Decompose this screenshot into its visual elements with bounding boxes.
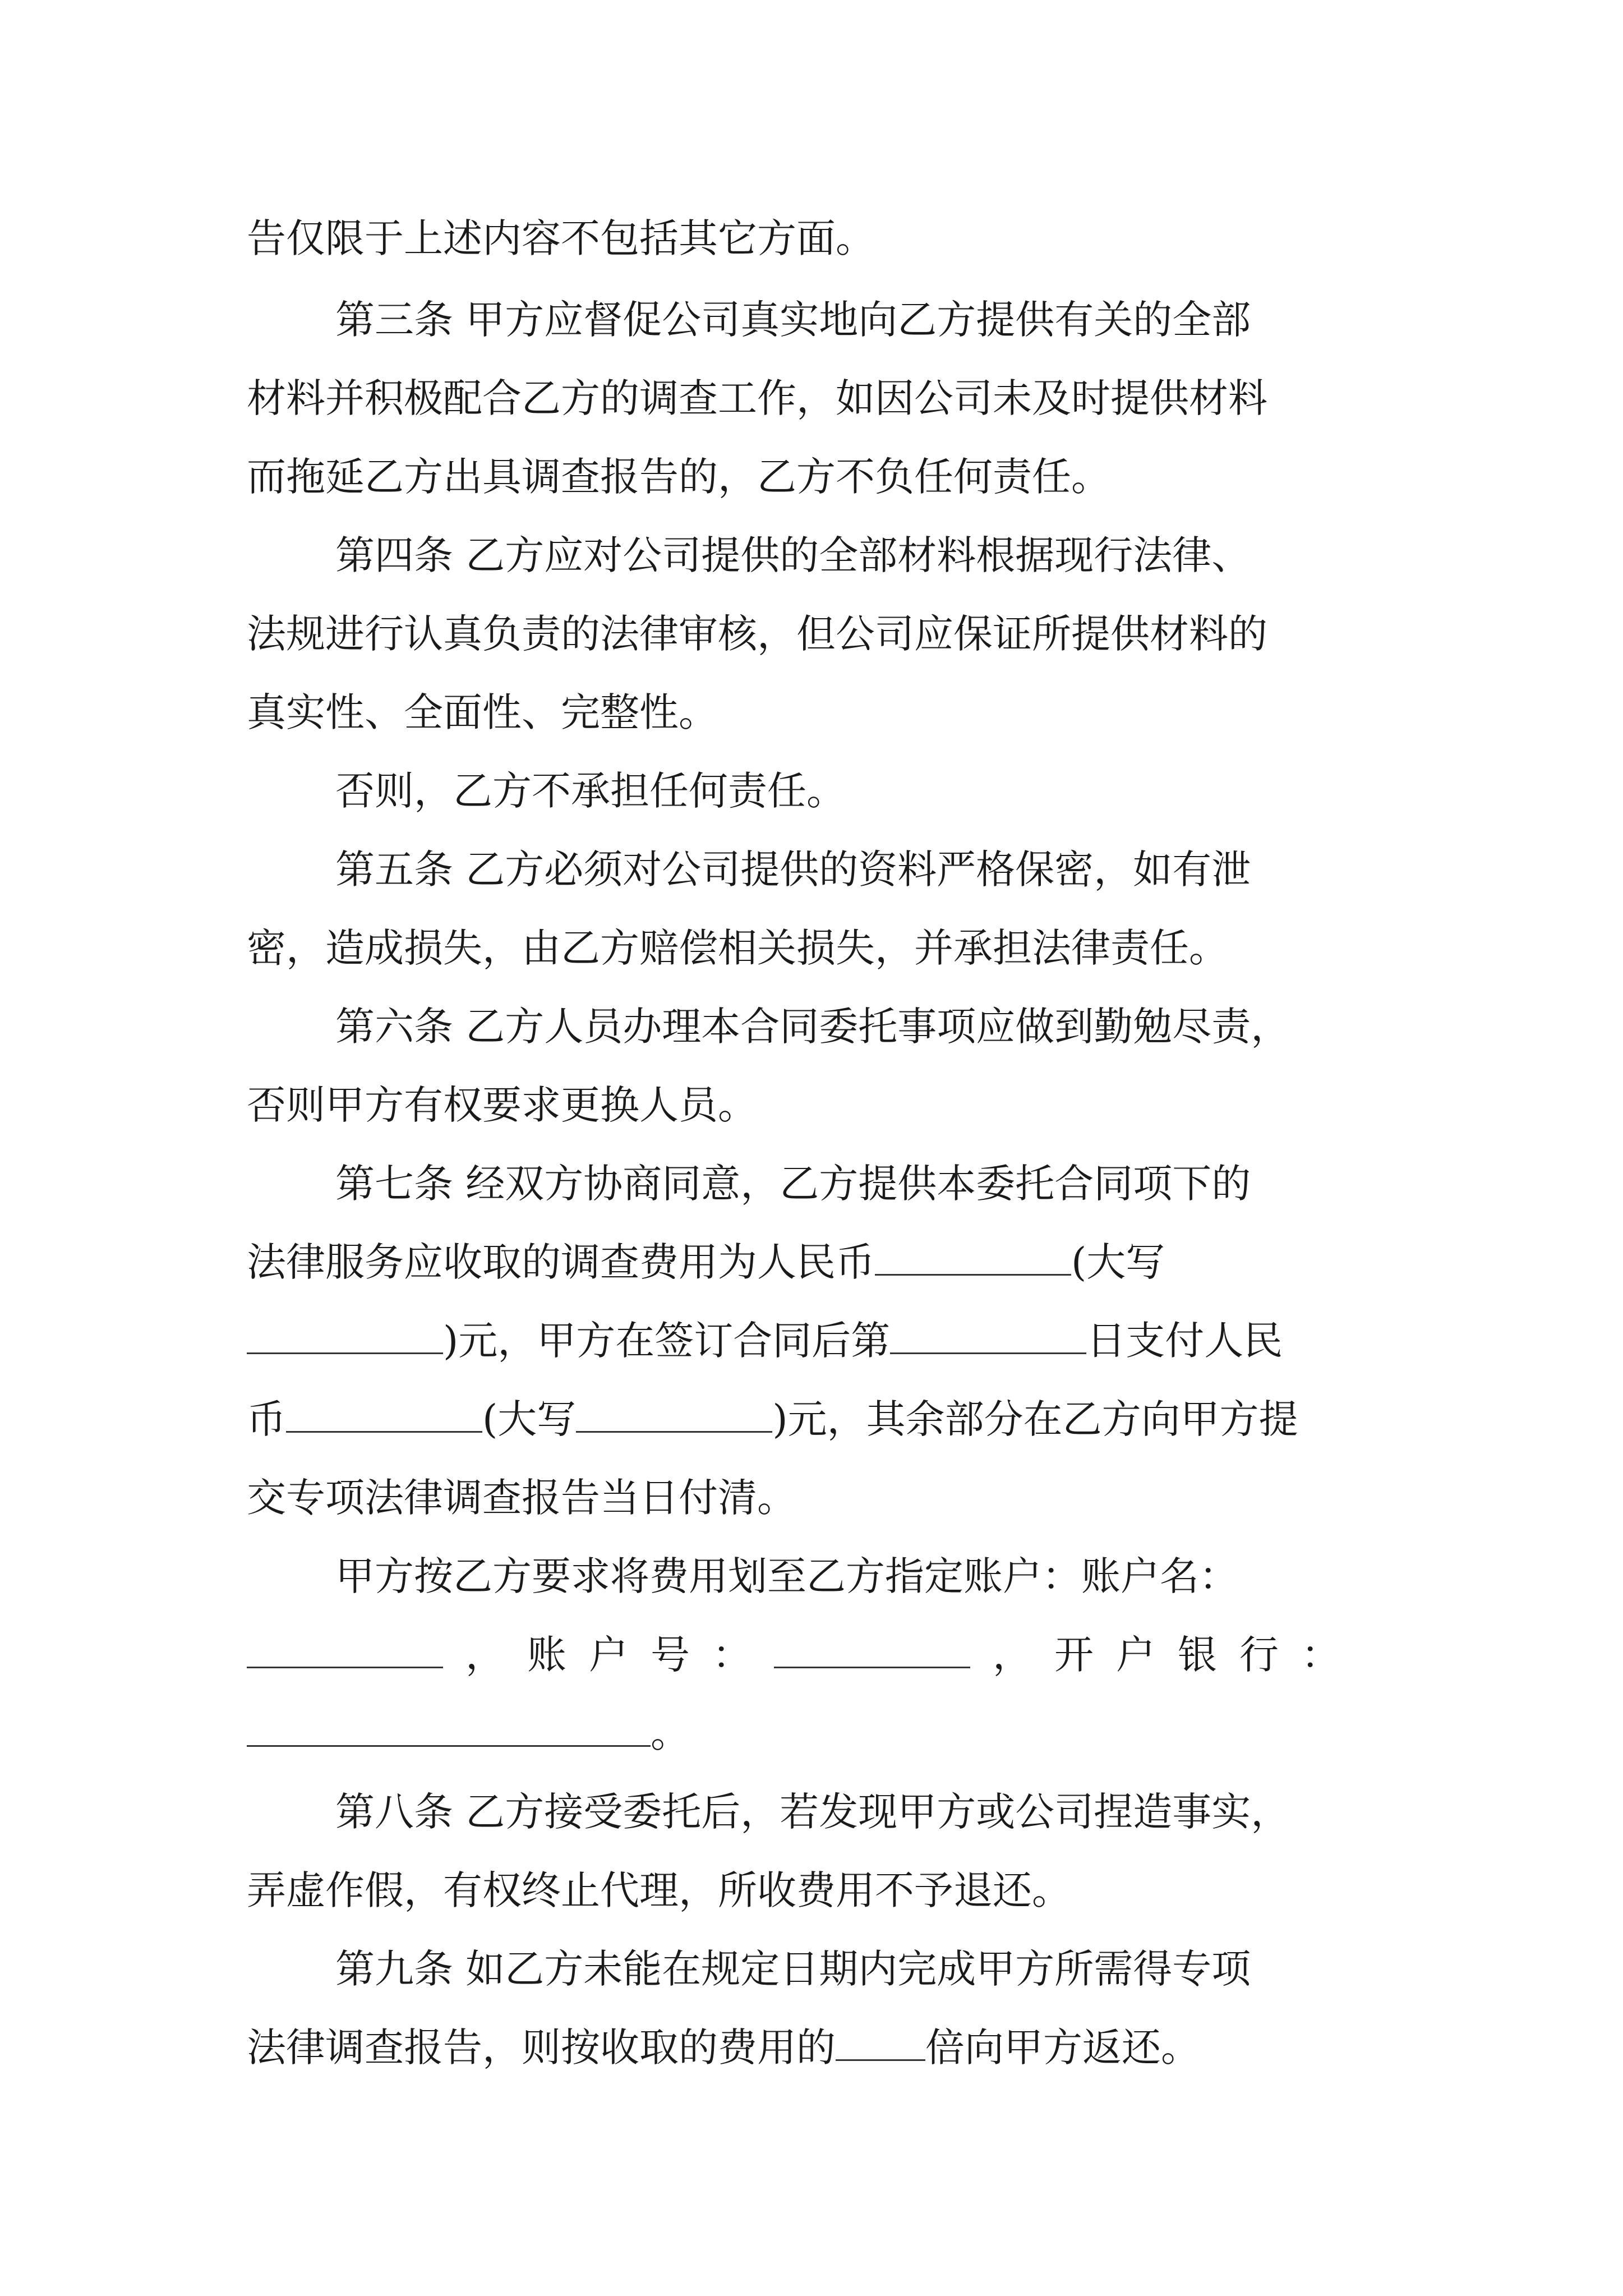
text-run: 法规进行认真负责的法律审核，但公司应保证所提供材料的 [247, 611, 1267, 657]
text-run: 日支付人民 [1086, 1318, 1283, 1364]
text-run: 。 [651, 1710, 690, 1756]
text-line [247, 687, 718, 738]
text-run: 弄虚作假，有权终止代理，所收费用不予退还。 [247, 1867, 1071, 1913]
text-line [247, 1865, 1071, 1916]
text-run: 而拖延乙方出具调查报告的，乙方不负任何责任。 [247, 454, 1110, 500]
text-run: ， [465, 1632, 505, 1678]
text-line [335, 1787, 1290, 1837]
fill-in-blank [774, 1632, 970, 1668]
text-run: 第八条 乙方接受委托后，若发现甲方或公司捏造事实， [335, 1789, 1290, 1835]
text-run: 交专项法律调查报告当日付清。 [247, 1475, 796, 1521]
text-run: 密，造成损失，由乙方赔偿相关损失，并承担法律责任。 [247, 925, 1228, 971]
text-run: )元，甲方在签订合同后第 [443, 1318, 891, 1364]
text-line [247, 452, 1110, 502]
text-line [247, 213, 875, 264]
text-line [247, 1708, 690, 1759]
fill-in-blank [286, 1396, 482, 1433]
text-run: 第五条 乙方必须对公司提供的资料严格保密，如有泄 [335, 846, 1251, 892]
fill-in-blank [836, 2024, 925, 2061]
text-line [335, 295, 1251, 345]
text-line [335, 1551, 1238, 1602]
text-line [247, 1394, 1298, 1444]
text-run: 法律服务应收取的调查费用为人民币 [247, 1239, 875, 1285]
text-line [335, 1001, 1290, 1052]
fill-in-blank [247, 1318, 443, 1354]
text-run: 第三条 甲方应督促公司真实地向乙方提供有关的全部 [335, 297, 1251, 343]
fill-in-blank [890, 1318, 1086, 1354]
text-run: 否则甲方有权要求更换人员。 [247, 1082, 757, 1128]
text-line [247, 923, 1228, 973]
fill-in-blank [247, 1632, 443, 1668]
text-run: 告仅限于上述内容不包括其它方面。 [247, 215, 875, 261]
text-line [335, 530, 1251, 581]
text-run: 材料并积极配合乙方的调查工作，如因公司未及时提供材料 [247, 375, 1267, 421]
text-run: 甲方按乙方要求将费用划至乙方指定账户：账户名： [335, 1553, 1238, 1599]
text-line [247, 1630, 1363, 1680]
text-line [247, 1237, 1165, 1287]
text-line [335, 1158, 1251, 1209]
text-run: ， [993, 1632, 1032, 1678]
text-run: (大写 [482, 1396, 577, 1442]
text-run: 账户号： [527, 1632, 774, 1678]
text-line [247, 1315, 1283, 1366]
text-line [247, 1080, 757, 1130]
text-run: 第六条 乙方人员办理本合同委托事项应做到勤勉尽责， [335, 1004, 1290, 1050]
text-line [247, 2022, 1200, 2073]
text-line [335, 766, 846, 816]
text-run: (大写 [1071, 1239, 1165, 1285]
text-run: 币 [247, 1396, 286, 1442]
fill-in-blank [247, 1710, 651, 1747]
text-run: 第九条 如乙方未能在规定日期内完成甲方所需得专项 [335, 1946, 1251, 1992]
text-run: )元，其余部分在乙方向甲方提 [772, 1396, 1298, 1442]
text-run: 倍向甲方返还。 [925, 2024, 1200, 2070]
text-line [335, 844, 1251, 895]
text-line [247, 1473, 796, 1523]
fill-in-blank [875, 1239, 1071, 1276]
text-run: 否则，乙方不承担任何责任。 [335, 768, 846, 814]
text-run: 第七条 经双方协商同意，乙方提供本委托合同项下的 [335, 1161, 1251, 1207]
text-line [335, 1944, 1251, 1994]
text-run: 法律调查报告，则按收取的费用的 [247, 2024, 836, 2070]
text-run: 真实性、全面性、完整性。 [247, 689, 718, 735]
fill-in-blank [576, 1396, 772, 1433]
text-run: 第四条 乙方应对公司提供的全部材料根据现行法律、 [335, 532, 1251, 578]
text-line [247, 373, 1267, 424]
text-run: 开户银行： [1054, 1632, 1363, 1678]
text-line [247, 609, 1267, 659]
